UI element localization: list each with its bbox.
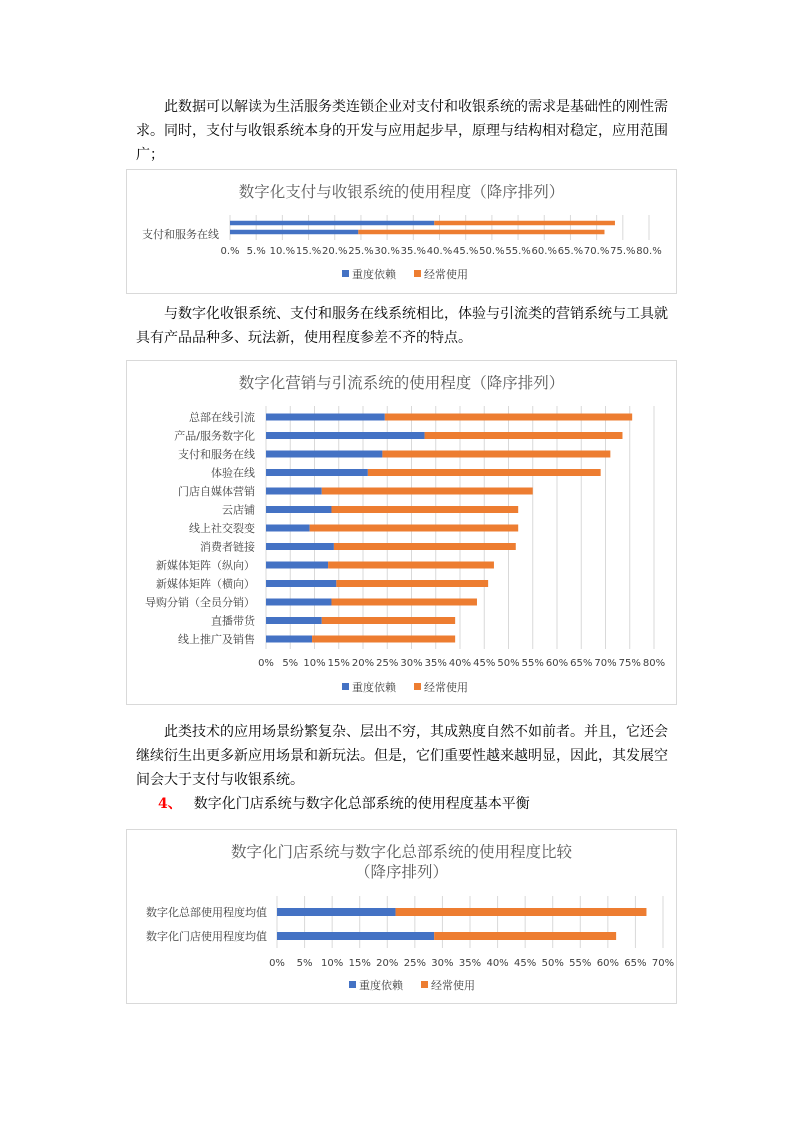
category-label: 总部在线引流 [189,411,255,424]
x-tick-label: 65.% [557,246,584,257]
x-tick-label: 15.% [295,246,322,257]
bar-regular [382,451,610,458]
x-tick-label: 25.% [348,246,374,257]
x-tick-label: 65% [624,958,647,969]
category-label: 门店自媒体营销 [178,485,255,498]
x-tick-label: 0% [258,658,274,669]
bar-regular [312,636,455,643]
legend-label: 经常使用 [424,681,468,694]
bar-regular [425,432,623,439]
x-tick-label: 60% [545,658,569,669]
bar-regular [331,599,477,606]
x-tick-label: 35% [458,958,482,969]
store-vs-hq-usage-chart [126,829,677,1004]
legend-label: 重度依赖 [359,979,403,992]
bar-heavy [266,543,334,550]
payment-system-usage-chart-svg [127,170,676,293]
section-number: 4、 [158,796,182,812]
x-tick-label: 55% [521,658,544,669]
bar-heavy [266,525,310,532]
category-label: 体验在线 [211,466,255,480]
category-label: 线上推广及销售 [178,633,255,646]
x-tick-label: 45% [473,658,496,669]
x-tick-label: 50% [497,658,520,669]
bar-regular [331,506,518,513]
x-tick-label: 35% [424,658,447,669]
x-tick-label: 30% [400,658,423,669]
bar-regular [385,414,632,421]
x-tick-label: 60% [596,958,619,969]
legend-label: 经常使用 [424,268,468,281]
category-label: 新媒体矩阵（横向） [156,577,255,591]
x-tick-label: 30% [431,958,454,969]
x-tick-label: 80% [642,658,666,669]
bar-regular [322,488,533,495]
legend-swatch [342,270,349,277]
category-label: 支付和服务在线 [142,228,219,241]
marketing-system-usage-chart [126,360,677,705]
category-label: 直播带货 [211,614,255,628]
x-tick-label: 10.% [269,246,296,257]
x-tick-label: 20% [351,658,375,669]
x-tick-label: 5% [296,958,313,969]
x-tick-label: 75.% [610,246,636,257]
legend-label: 重度依赖 [352,681,396,694]
bar-heavy [266,562,328,569]
x-tick-label: 50.% [479,246,505,257]
bar-heavy [266,636,312,643]
legend-swatch [349,981,356,988]
legend-swatch [342,683,349,690]
bar-heavy [230,230,358,235]
x-tick-label: 20.% [322,246,348,257]
bar-heavy [266,580,336,587]
bar-regular [322,617,455,624]
x-tick-label: 80.% [636,246,662,257]
x-tick-label: 70% [651,958,675,969]
bar-regular [396,908,647,916]
x-tick-label: 35.% [400,246,427,257]
category-label: 数字化门店使用程度均值 [146,930,267,943]
legend-label: 经常使用 [431,979,475,992]
category-label: 导购分销（全员分销） [145,596,255,609]
legend-label: 重度依赖 [352,268,396,281]
chart-title: 数字化营销与引流系统的使用程度（降序排列） [238,374,565,392]
x-tick-label: 5.% [246,246,266,257]
bar-heavy [266,617,322,624]
chart-title: 数字化支付与收银系统的使用程度（降序排列） [238,183,565,201]
bar-heavy [230,221,434,226]
bar-regular [310,525,519,532]
payment-system-usage-chart [126,169,677,294]
category-label: 线上社交裂变 [189,522,255,535]
bar-heavy [266,506,331,513]
paragraph-payment-analysis: 此数据可以解读为生活服务类连锁企业对支付和收银系统的需求是基础性的刚性需求。同时，支付与收银系统本身的开发与应用起步早，原理与结构相对稳定，应用范围广； [136,99,668,163]
category-label: 消费者链接 [200,540,255,554]
bar-regular [358,230,604,235]
bar-regular [334,543,516,550]
bar-heavy [266,414,385,421]
bar-regular [434,932,616,940]
bar-heavy [266,432,425,439]
x-tick-label: 45.% [452,246,479,257]
x-tick-label: 45% [514,958,537,969]
x-tick-label: 55% [569,958,592,969]
x-tick-label: 0% [269,958,285,969]
category-label: 产品/服务数字化 [174,429,255,443]
paragraph-marketing-comparison: 与数字化收银系统、支付和服务在线系统相比，体验与引流类的营销系统与工具就具有产品品种多、玩法新，使用程度参差不齐的特点。 [136,306,668,346]
x-tick-label: 15% [348,958,371,969]
bar-regular [368,469,601,476]
x-tick-label: 75% [618,658,641,669]
x-tick-label: 5% [282,658,299,669]
bar-regular [328,562,494,569]
x-tick-label: 40.% [426,246,453,257]
category-label: 支付和服务在线 [178,448,255,461]
x-tick-label: 10% [303,658,326,669]
paragraph-marketing-outlook: 此类技术的应用场景纷繁复杂、层出不穷，其成熟度自然不如前者。并且，它还会继续衍生出更多新应用场景和新玩法。但是，它们重要性越来越明显，因此，其发展空间会大于支付与收银系统。 [136,724,668,788]
section-heading-text: 数字化门店系统与数字化总部系统的使用程度基本平衡 [193,796,530,812]
x-tick-label: 65% [570,658,593,669]
bar-heavy [266,469,368,476]
bar-heavy [266,488,322,495]
category-label: 数字化总部使用程度均值 [146,906,267,919]
section-heading [158,792,530,816]
x-tick-label: 10% [321,958,344,969]
x-tick-label: 25% [376,658,399,669]
x-tick-label: 70% [594,658,617,669]
x-tick-label: 40% [486,958,509,969]
chart-title: 数字化门店系统与数字化总部系统的使用程度比较 [230,843,573,861]
legend-swatch [414,683,421,690]
x-tick-label: 20% [376,958,399,969]
bar-heavy [277,908,396,916]
x-tick-label: 30.% [374,246,400,257]
store-vs-hq-usage-chart-svg [127,830,676,1003]
bar-regular [336,580,488,587]
x-tick-label: 60.% [531,246,557,257]
x-tick-label: 15% [327,658,350,669]
bar-heavy [266,599,331,606]
category-label: 云店铺 [222,503,255,517]
x-tick-label: 0.% [220,246,240,257]
bar-regular [434,221,615,226]
legend-swatch [414,270,421,277]
x-tick-label: 40% [448,658,472,669]
chart-title: （降序排列） [354,863,449,881]
x-tick-label: 50% [541,958,564,969]
x-tick-label: 25% [403,958,426,969]
bar-heavy [266,451,382,458]
bar-heavy [277,932,434,940]
category-label: 新媒体矩阵（纵向） [156,559,255,572]
marketing-system-usage-chart-svg [127,361,676,704]
x-tick-label: 55.% [505,246,531,257]
legend-swatch [421,981,428,988]
x-tick-label: 70.% [583,246,610,257]
